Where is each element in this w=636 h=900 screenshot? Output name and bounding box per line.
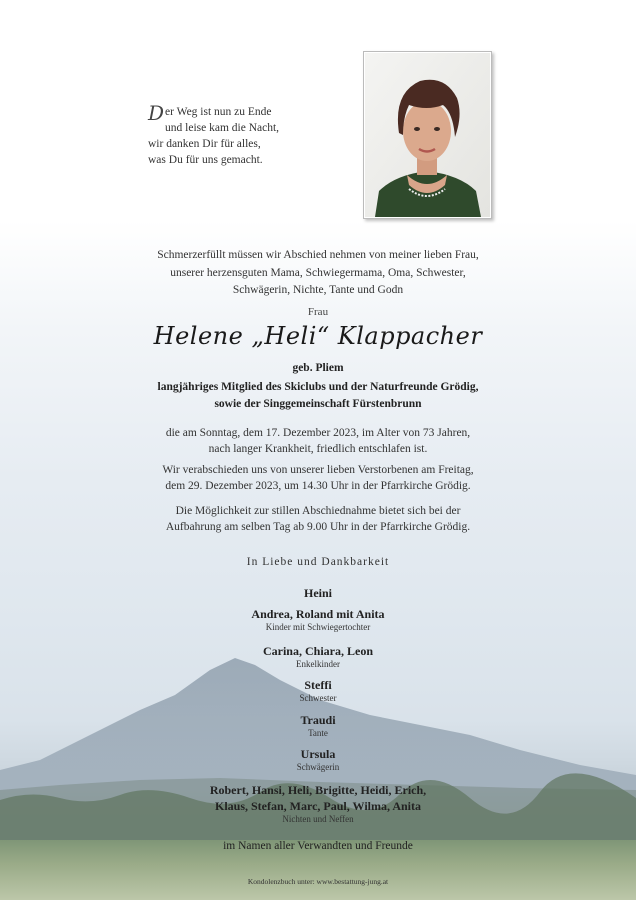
- family-names: Ursula: [300, 747, 336, 761]
- family-names: Robert, Hansi, Heli, Brigitte, Heidi, Erich,: [209, 783, 427, 797]
- poem-line: er Weg ist nun zu Ende: [165, 106, 272, 118]
- family-relation: Schwägerin: [296, 762, 340, 772]
- love-gratitude-line: In Liebe und Dankbarkeit: [246, 556, 390, 568]
- family-relation: Schwester: [299, 693, 337, 703]
- title-prefix: Frau: [307, 306, 329, 318]
- intro-text: [0, 247, 636, 300]
- family-names: Traudi: [300, 713, 336, 727]
- poem-line: wir danken Dir für alles,: [148, 138, 261, 150]
- viewing-line: Aufbahrung am selben Tag ab 9.00 Uhr in der Pfarrkirche Grödig.: [165, 521, 471, 533]
- intro-line: Schmerzerfüllt müssen wir Abschied nehmen von meiner lieben Frau,: [157, 249, 479, 261]
- portrait-photo-frame: [363, 51, 492, 219]
- membership-line: sowie der Singgemeinschaft Fürstenbrunn: [214, 398, 422, 410]
- family-relation: Tante: [308, 728, 328, 738]
- intro-line: unserer herzensguten Mama, Schwiegermama, Oma, Schwester,: [170, 266, 466, 279]
- death-line: nach langer Krankheit, friedlich entschlafen ist.: [208, 443, 428, 455]
- family-names: Klaus, Stefan, Marc, Paul, Wilma, Anita: [214, 799, 421, 813]
- family-group: [0, 746, 636, 773]
- family-names: Heini: [303, 586, 332, 600]
- poem-line: was Du für uns gemacht.: [148, 154, 263, 166]
- family-names: Steffi: [304, 678, 332, 692]
- membership-line: langjähriges Mitglied des Skiclubs und der Naturfreunde Grödig,: [157, 381, 479, 393]
- membership-text: [0, 379, 636, 413]
- death-notice: [0, 425, 636, 457]
- funeral-line: Wir verabschieden uns von unserer lieben Verstorbenen am Freitag,: [162, 464, 474, 476]
- portrait-photo: [365, 53, 490, 217]
- poem-dropcap: D: [148, 101, 165, 125]
- condolence-book-link[interactable]: Kondolenzbuch unter: www.bestattung-jung.at: [247, 877, 389, 886]
- deceased-name: Helene „Heli“ Klappacher: [153, 322, 483, 350]
- family-relation: Enkelkinder: [296, 659, 340, 669]
- family-group: [0, 643, 636, 670]
- death-line: die am Sonntag, dem 17. Dezember 2023, im Alter von 73 Jahren,: [165, 427, 471, 439]
- birth-name: geb. Pliem: [292, 362, 344, 374]
- family-group: [0, 712, 636, 739]
- family-group: [0, 585, 636, 601]
- family-relation: Kinder mit Schwiegertochter: [265, 622, 371, 632]
- family-group: [0, 782, 636, 825]
- intro-line: Schwägerin, Nichte, Tante und Godn: [232, 284, 404, 296]
- viewing-notice: [0, 503, 636, 535]
- family-group: [0, 606, 636, 633]
- viewing-line: Die Möglichkeit zur stillen Abschiednahme bietet sich bei der: [175, 505, 461, 517]
- poem-line: und leise kam die Nacht,: [165, 122, 280, 134]
- family-names: Carina, Chiara, Leon: [262, 644, 373, 658]
- funeral-notice: [0, 462, 636, 494]
- family-group: [0, 677, 636, 704]
- poem: [148, 101, 338, 168]
- funeral-line: dem 29. Dezember 2023, um 14.30 Uhr in der Pfarrkirche Grödig.: [165, 480, 471, 492]
- closing-line: im Namen aller Verwandten und Freunde: [223, 840, 413, 852]
- family-relation: Nichten und Neffen: [282, 814, 354, 824]
- family-names: Andrea, Roland mit Anita: [251, 607, 385, 621]
